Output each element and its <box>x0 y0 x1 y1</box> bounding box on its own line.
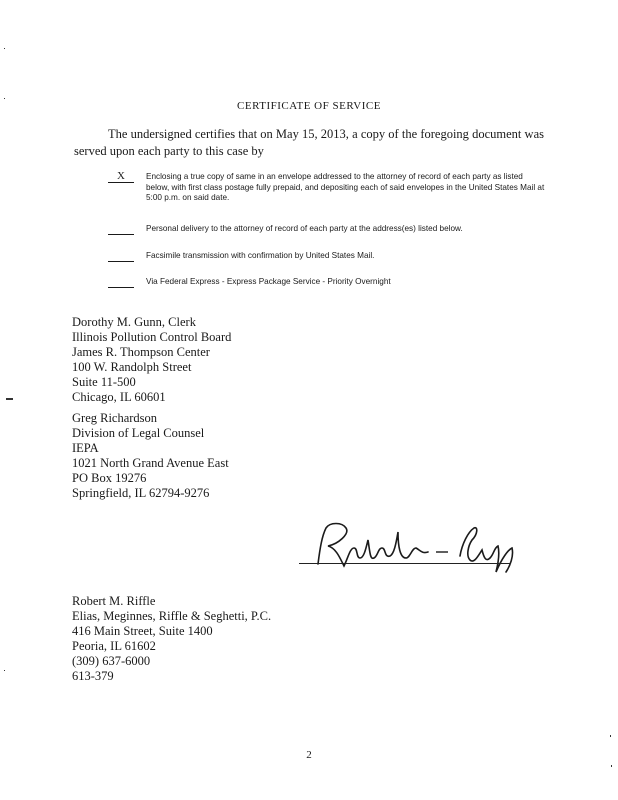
scan-artifact <box>4 48 5 49</box>
address-line: Dorothy M. Gunn, Clerk <box>72 315 196 329</box>
signature-line <box>299 563 511 564</box>
address-line: Robert M. Riffle <box>72 594 156 608</box>
signer-address <box>72 594 271 684</box>
method-checkmark: X <box>108 172 134 183</box>
address-line: PO Box 19276 <box>72 471 147 485</box>
method-checkmark <box>108 277 134 288</box>
address-line: Springfield, IL 62794-9276 <box>72 486 210 500</box>
method-checkmark <box>108 251 134 262</box>
address-line: Suite 11-500 <box>72 375 136 389</box>
scan-artifact <box>610 735 611 737</box>
method-description: Personal delivery to the attorney of record of each party at the address(es) listed below. <box>146 224 463 233</box>
handwritten-signature <box>312 518 522 574</box>
method-description: Enclosing a true copy of same in an envelope addressed to the attorney of record of each party as listed below, with first class postage fully prepaid, and depositing each of said envelopes in the United States Mail at 5:00 p.m. on said date. <box>146 172 545 202</box>
address-line: IEPA <box>72 441 99 455</box>
method-checkmark <box>108 224 134 235</box>
scan-artifact <box>4 98 5 99</box>
page-number: 2 <box>306 749 312 761</box>
certificate-title: CERTIFICATE OF SERVICE <box>237 100 381 112</box>
address-line: Peoria, IL 61602 <box>72 639 156 653</box>
address-line: Division of Legal Counsel <box>72 426 205 440</box>
address-line: 613-379 <box>72 669 114 683</box>
recipient-address-iepa <box>72 411 229 501</box>
scan-artifact <box>4 670 5 671</box>
intro-paragraph: The undersigned certifies that on May 15, 2013, a copy of the foregoing document was served upon each party to this case by <box>74 127 544 158</box>
address-line: 416 Main Street, Suite 1400 <box>72 624 213 638</box>
address-line: 1021 North Grand Avenue East <box>72 456 229 470</box>
address-line: Chicago, IL 60601 <box>72 390 166 404</box>
recipient-address-clerk <box>72 315 231 405</box>
address-line: James R. Thompson Center <box>72 345 210 359</box>
scan-artifact <box>6 398 13 400</box>
address-line: 100 W. Randolph Street <box>72 360 192 374</box>
address-line: Greg Richardson <box>72 411 158 425</box>
address-line: Illinois Pollution Control Board <box>72 330 232 344</box>
address-line: (309) 637-6000 <box>72 654 151 668</box>
method-description: Facsimile transmission with confirmation by United States Mail. <box>146 251 375 260</box>
scan-artifact <box>611 765 612 767</box>
address-line: Elias, Meginnes, Riffle & Seghetti, P.C. <box>72 609 272 623</box>
method-description: Via Federal Express - Express Package Service - Priority Overnight <box>146 277 391 286</box>
